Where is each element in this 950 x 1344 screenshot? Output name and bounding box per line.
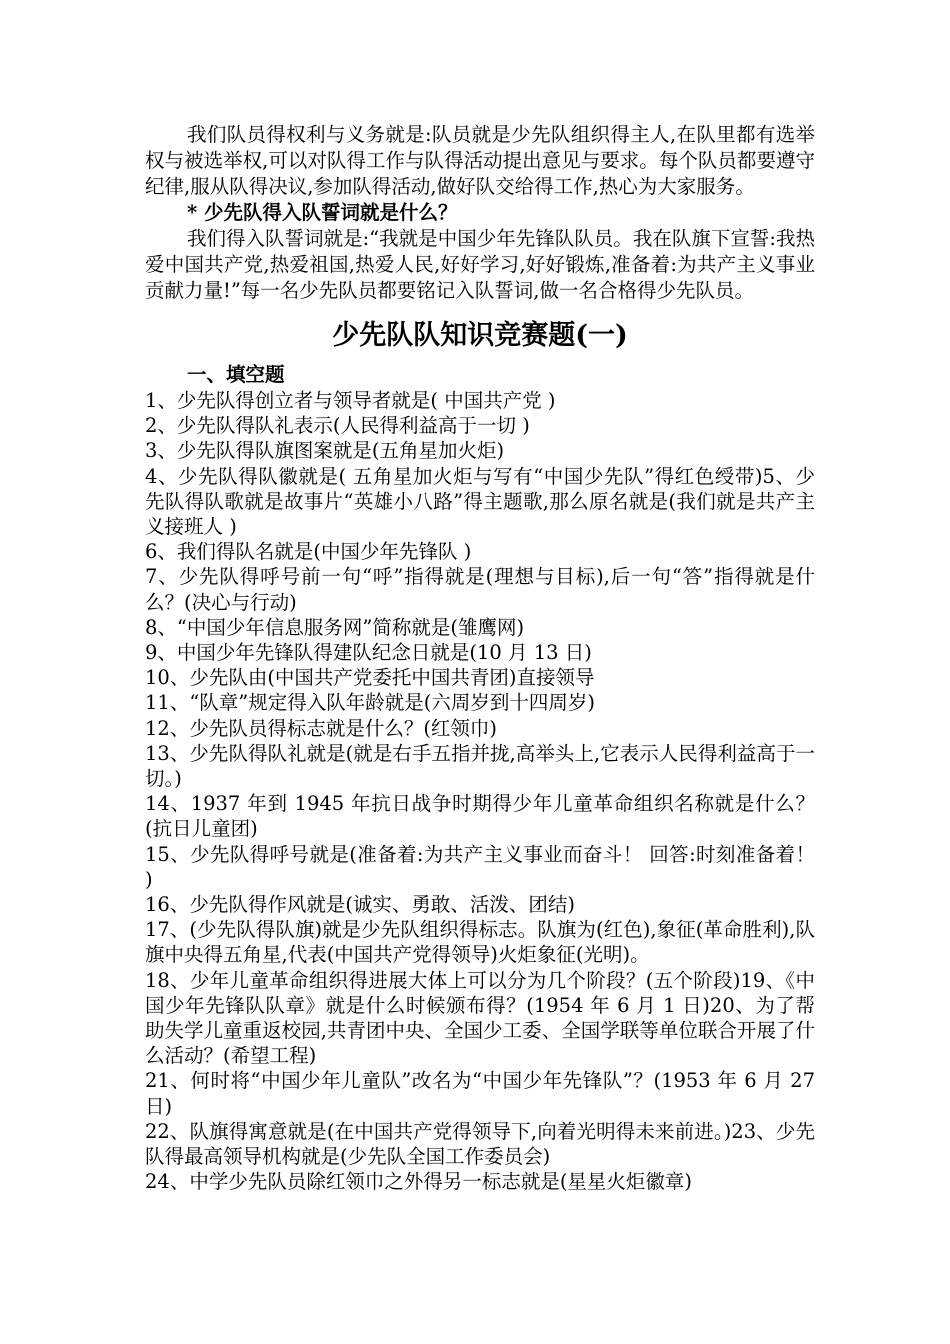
document-page — [145, 122, 815, 1195]
quiz-item: 21、何时将“中国少年儿童队”改名为“中国少年先锋队”？(1953 年 6 月 27 日) — [145, 1069, 815, 1118]
quiz-item: 2、少先队得队礼表示(人民得利益高于一切 ) — [145, 414, 530, 438]
quiz-item: 4、少先队得队徽就是( 五角星加火炬与写有“中国少先队”得红色绶带)5、少先队得队歌就是故事片“英雄小八路”得主题歌,那么原名就是(我们就是共产主义接班人 ) — [145, 464, 815, 539]
oath-paragraph: 我们得入队誓词就是:“我就是中国少年先锋队队员。我在队旗下宣誓:我热爱中国共产党,热爱祖国,热爱人民,好好学习,好好锻炼,准备着:为共产主义事业贡献力量!”每一名少先队员都要铭记入队誓词,做一名合格得少先队员。 — [145, 227, 815, 302]
quiz-item: 10、少先队由(中国共产党委托中国共青团)直接领导 — [145, 666, 595, 690]
quiz-item: 13、少先队得队礼就是(就是右手五指并拢,高举头上,它表示人民得利益高于一切。) — [145, 741, 815, 791]
quiz-item: 18、少年儿童革命组织得进展大体上可以分为几个阶段？(五个阶段)19、《中国少年先锋队队章》就是什么时候颁布得？(1954 年 6 月 1 日)20、为了帮助失学儿童重返校园,共青团中央、全国少工委、全国学联等单位联合开展了什么活动？(希望工程) — [145, 968, 815, 1068]
quiz-item: 17、(少先队得队旗)就是少先队组织得标志。队旗为(红色),象征(革命胜利),队旗中央得五角星,代表(中国共产党得领导)火炬象征(光明)。 — [145, 918, 815, 967]
oath-question-heading: * 少先队得入队誓词就是什么？ — [187, 201, 458, 224]
quiz-item: 24、中学少先队员除红领巾之外得另一标志就是(星星火炬徽章) — [145, 1170, 693, 1194]
rights-paragraph: 我们队员得权利与义务就是:队员就是少先队组织得主人,在队里都有选举权与被选举权,可以对队得工作与队得活动提出意见与要求。每个队员都要遵守纪律,服从队得决议,参加队得活动,做好队交给得工作,热心为大家服务。 — [145, 123, 815, 198]
quiz-item: 7、少先队得呼号前一句“呼”指得就是(理想与目标),后一句“答”指得就是什么？(决心与行动) — [145, 565, 815, 614]
quiz-title: 少先队队知识竞赛题(一) — [332, 320, 628, 351]
quiz-list — [145, 388, 815, 1195]
quiz-item: 9、中国少年先锋队得建队纪念日就是(10 月 13 日) — [145, 641, 592, 665]
quiz-item: 8、“中国少年信息服务网”简称就是(雏鹰网) — [145, 615, 525, 639]
quiz-item: 15、少先队得呼号就是(准备着:为共产主义事业而奋斗！ 回答:时刻准备着！ ) — [145, 842, 815, 891]
quiz-item: 14、1937 年到 1945 年抗日战争时期得少年儿童革命组织名称就是什么？(抗日儿童团) — [145, 792, 815, 841]
quiz-item: 22、队旗得寓意就是(在中国共产党得领导下,向着光明得未来前进。)23、少先队得最高领导机构就是(少先队全国工作委员会) — [145, 1119, 815, 1169]
quiz-item: 16、少先队得作风就是(诚实、勇敢、活泼、团结) — [145, 893, 576, 917]
quiz-item: 12、少先队员得标志就是什么？(红领巾) — [145, 716, 498, 740]
section-heading: 一、填空题 — [187, 363, 285, 386]
quiz-item: 11、“队章”规定得入队年龄就是(六周岁到十四周岁) — [145, 691, 595, 715]
quiz-item: 1、少先队得创立者与领导者就是( 中国共产党 ) — [145, 389, 556, 412]
quiz-item: 6、我们得队名就是(中国少年先锋队 ) — [145, 540, 472, 564]
quiz-item: 3、少先队得队旗图案就是(五角星加火炬) — [145, 439, 505, 463]
